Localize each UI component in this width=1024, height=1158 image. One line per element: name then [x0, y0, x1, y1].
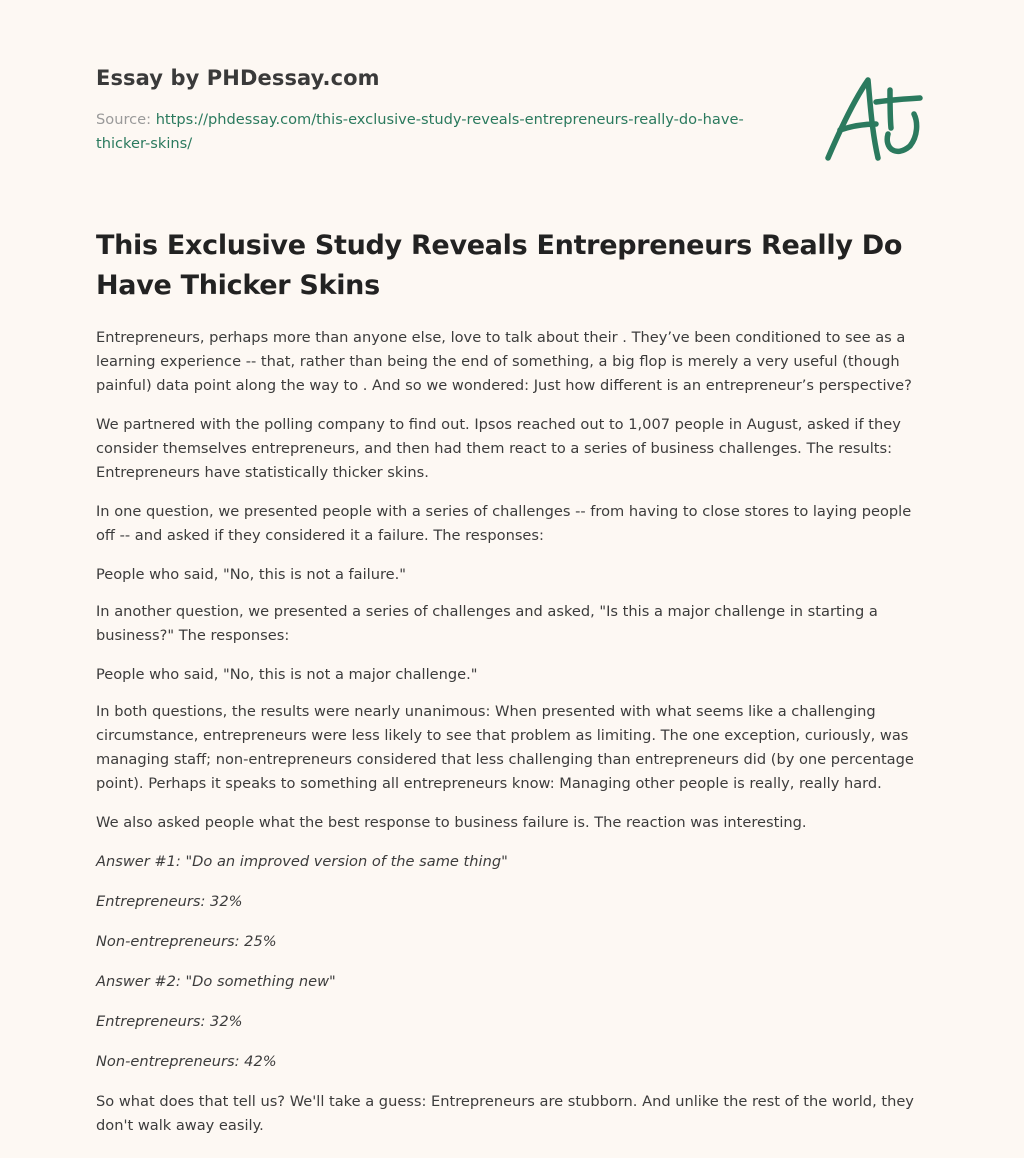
- paragraph: We also asked people what the best response to business failure is. The reaction was interesting.: [96, 814, 807, 831]
- paragraph: In another question, we presented a series of challenges and asked, "Is this a major challenge in starting a business?" The responses:: [96, 603, 878, 644]
- page-header: [96, 62, 796, 156]
- paragraph: In one question, we presented people with a series of challenges -- from having to close stores to laying people off -- and asked if they considered it a failure. The responses:: [96, 503, 912, 544]
- a-plus-logo-icon: [818, 66, 930, 166]
- answer-heading: Answer #2: "Do something new": [96, 973, 336, 990]
- paragraph: People who said, "No, this is not a major challenge.": [96, 666, 478, 683]
- paragraph: In both questions, the results were nearly unanimous: When presented with what seems like a challenging circumstance, entrepreneurs were less likely to see that problem as limiting. The one exception, curiously, was managing staff; non-entrepreneurs considered that less challenging than entrepreneurs did (by one percentage point). Perhaps it speaks to something all entrepreneurs know: Managing other people is really, really hard.: [96, 703, 914, 792]
- source-label: Source:: [96, 111, 152, 128]
- article-body: [96, 326, 926, 1153]
- source-link[interactable]: https://phdessay.com/this-exclusive-study-reveals-entrepreneurs-really-do-have-thicker-skins/: [96, 111, 744, 152]
- source-line: [96, 108, 776, 156]
- paragraph: So what does that tell us? We'll take a guess: Entrepreneurs are stubborn. And unlike the rest of the world, they don't walk away easily.: [96, 1093, 914, 1134]
- paragraph: We partnered with the polling company to find out. Ipsos reached out to 1,007 people in August, asked if they consider themselves entrepreneurs, and then had them react to a series of business challenges. The results: Entrepreneurs have statistically thicker skins.: [96, 416, 901, 481]
- answer-stat: Non-entrepreneurs: 25%: [96, 933, 277, 950]
- paragraph: Entrepreneurs, perhaps more than anyone else, love to talk about their . They’ve been conditioned to see as a learning experience -- that, rather than being the end of something, a big flop is merely a very useful (though painful) data point along the way to . And so we wondered: Just how different is an entrepreneur’s perspective?: [96, 329, 912, 394]
- article-title: This Exclusive Study Reveals Entrepreneurs Really Do Have Thicker Skins: [96, 230, 903, 301]
- site-title: Essay by PHDessay.com: [96, 66, 380, 90]
- paragraph: People who said, "No, this is not a failure.": [96, 566, 406, 583]
- answer-stat: Non-entrepreneurs: 42%: [96, 1053, 277, 1070]
- answer-stat: Entrepreneurs: 32%: [96, 893, 243, 910]
- answer-heading: Answer #1: "Do an improved version of the same thing": [96, 853, 508, 870]
- answer-stat: Entrepreneurs: 32%: [96, 1013, 243, 1030]
